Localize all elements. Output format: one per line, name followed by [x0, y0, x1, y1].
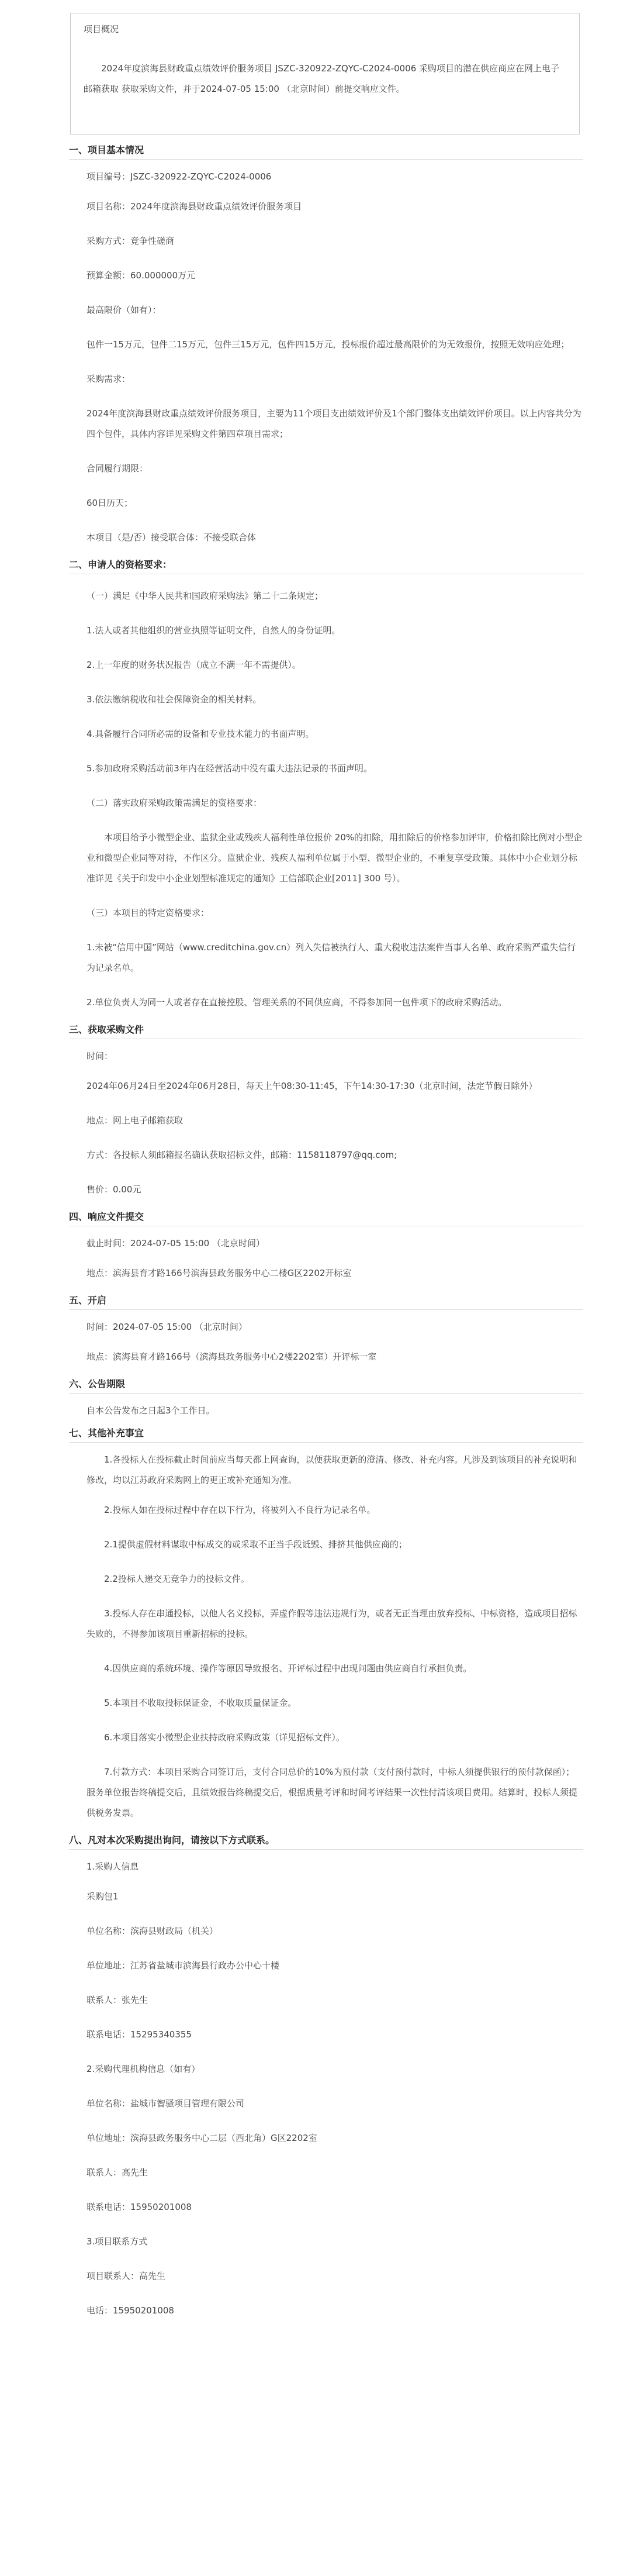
qualification-item: 2.单位负责人为同一人或者存在直接控股、管理关系的不同供应商，不得参加同一包件项下的政府采购活动。 — [86, 997, 507, 1008]
supplementary-item: 5.本项目不收取投标保证金，不收取质量保证金。 — [104, 1698, 297, 1708]
agent-heading: 2.采购代理机构信息（如有） — [86, 2064, 200, 2074]
section-title-opening: 五、开启 — [69, 1291, 583, 1310]
qualification-item: 本项目给予小微型企业、监狱企业或残疾人福利性单位报价 20%的扣除，用扣除后的价格参加评审，价格扣除比例对小型企业和微型企业同等对待，不作区分。监狱企业、残疾人福利单位属于小型、微型企业的，不重复享受政策。具体中小企业划分标准详见《关于印发中小企业划型标准规定的通知》工信部联企业[2011] 300 号）。 — [86, 832, 583, 884]
requirement-label: 采购需求： — [86, 374, 131, 384]
project-number: 项目编号：JSZC-320922-ZQYC-C2024-0006 — [86, 171, 272, 182]
requirement-text: 2024年度滨海县财政重点绩效评价服务项目，主要为11个项目支出绩效评价及1个部门整体支出绩效评价项目。以上内容共分为四个包件，具体内容详见采购文件第四章项目需求； — [86, 408, 581, 439]
obtain-way: 方式：各投标人须邮箱报名确认获取招标文件，邮箱：1158118797@qq.com; — [86, 1150, 397, 1160]
qualification-item: 5.参加政府采购活动前3年内在经营活动中没有重大违法记录的书面声明。 — [86, 763, 372, 774]
agent-contact: 联系人：高先生 — [86, 2167, 148, 2178]
qualification-item: 4.具备履行合同所必需的设备和专业技术能力的书面声明。 — [86, 729, 314, 739]
supplementary-item: 7.付款方式：本项目采购合同签订后，支付合同总价的10%为预付款（支付预付款时，中标人须提供银行的预付款保函）；服务单位报告终稿提交后，且绩效报告终稿提交后，根据质量考评和时间考评结果一次性付清该项目费用。结算时，投标人须提供税务发票。 — [86, 1767, 578, 1818]
obtain-place: 地点：网上电子邮箱获取 — [86, 1115, 183, 1126]
announcement-content — [69, 140, 583, 2328]
supplementary-item: 1.各投标人在投标截止时间前应当每天都上网查询，以便获取更新的澄清、修改、补充内容。凡涉及到该项目的补充说明和修改，均以江苏政府采购网上的更正或补充通知为准。 — [86, 1454, 577, 1485]
buyer-contact: 联系人：张先生 — [86, 1995, 148, 2005]
buyer-phone: 联系电话：15295340355 — [86, 2029, 192, 2040]
qualification-item: 1.法人或者其他组织的营业执照等证明文件，自然人的身份证明。 — [86, 625, 341, 636]
project-contact-person: 项目联系人：高先生 — [86, 2271, 166, 2281]
qualification-item: 2.上一年度的财务状况报告（成立不满一年不需提供）。 — [86, 660, 301, 670]
package-label: 采购包1 — [86, 1891, 119, 1902]
project-contact-phone: 电话：15950201008 — [86, 2305, 174, 2316]
notice-period-text: 自本公告发布之日起3个工作日。 — [86, 1405, 215, 1416]
qualification-item: 3.依法缴纳税收和社会保障资金的相关材料。 — [86, 694, 262, 705]
qualification-item: 1.未被“信用中国”网站（www.creditchina.gov.cn）列入失信被执行人、重大税收违法案件当事人名单、政府采购严重失信行为记录名单。 — [86, 942, 576, 973]
supplementary-item: 2.投标人如在投标过程中存在以下行为，将被列入不良行为记录名单。 — [104, 1505, 376, 1515]
supplementary-item: 6.本项目落实小微型企业扶持政府采购政策（详见招标文件）。 — [104, 1732, 345, 1743]
buyer-name: 单位名称：滨海县财政局（机关） — [86, 1926, 219, 1936]
obtain-time-label: 时间： — [86, 1051, 113, 1061]
obtain-price: 售价：0.00元 — [86, 1184, 141, 1195]
consortium-text: 本项目（是/否）接受联合体：不接受联合体 — [86, 532, 257, 543]
agent-address: 单位地址：滨海县政务服务中心二层（西北角）G区2202室 — [86, 2133, 317, 2143]
section-title-notice-period: 六、公告期限 — [69, 1374, 583, 1394]
section-title-qualification: 二、申请人的资格要求： — [69, 555, 583, 574]
section-title-submission: 四、响应文件提交 — [69, 1207, 583, 1226]
max-price-text: 包件一15万元，包件二15万元，包件三15万元，包件四15万元，投标报价超过最高限价的为无效报价，按照无效响应处理； — [86, 339, 570, 350]
qualification-item: （二）落实政府采购政策需满足的资格要求： — [86, 798, 262, 808]
procurement-method: 采购方式：竞争性磋商 — [86, 236, 175, 246]
section-title-supplementary: 七、其他补充事宜 — [69, 1423, 583, 1443]
submission-place: 地点：滨海县育才路166号滨海县政务服务中心二楼G区2202开标室 — [86, 1268, 352, 1278]
contract-period-label: 合同履行期限： — [86, 463, 148, 474]
supplementary-item: 2.2投标人递交无竞争力的投标文件。 — [104, 1574, 250, 1584]
section-title-basic-info: 一、项目基本情况 — [69, 140, 583, 160]
buyer-address: 单位地址：江苏省盐城市滨海县行政办公中心十楼 — [86, 1960, 280, 1971]
opening-place: 地点：滨海县育才路166号（滨海县政务服务中心2楼2202室）开评标一室 — [86, 1351, 377, 1362]
agent-name: 单位名称：盐城市智骚项目管理有限公司 — [86, 2098, 245, 2109]
supplementary-item: 3.投标人存在串通投标，以他人名义投标，弄虚作假等违法违规行为，或者无正当理由放弃投标、中标资格，造成项目招标失败的，不得参加该项目重新招标的投标。 — [86, 1608, 577, 1639]
opening-time: 时间：2024-07-05 15:00 （北京时间） — [86, 1322, 247, 1332]
qualification-item: （三）本项目的特定资格要求： — [86, 908, 210, 918]
supplementary-item: 4.因供应商的系统环境、操作等原因导致报名、开评标过程中出现问题由供应商自行承担负责。 — [104, 1663, 472, 1674]
project-contact-heading: 3.项目联系方式 — [86, 2236, 148, 2247]
submission-deadline: 截止时间：2024-07-05 15:00 （北京时间） — [86, 1238, 265, 1249]
section-title-contact: 八、凡对本次采购提出询问，请按以下方式联系。 — [69, 1830, 583, 1850]
buyer-heading: 1.采购人信息 — [86, 1861, 139, 1872]
project-overview-box — [70, 13, 580, 135]
budget-amount: 预算金额：60.000000万元 — [86, 270, 196, 281]
section-title-obtain-docs: 三、获取采购文件 — [69, 1020, 583, 1039]
qualification-item: （一）满足《中华人民共和国政府采购法》第二十二条规定； — [86, 591, 324, 601]
overview-text: 2024年度滨海县财政重点绩效评价服务项目 JSZC-320922-ZQYC-C2024-0006 采购项目的潜在供应商应在网上电子邮箱获取 获取采购文件，并于2024-07-05 15:00 （北京时间）前提交响应文件。 — [84, 63, 560, 94]
agent-phone: 联系电话：15950201008 — [86, 2202, 192, 2212]
supplementary-item: 2.1提供虚假材料谋取中标成交的或采取不正当手段诋毁、排挤其他供应商的； — [104, 1539, 407, 1550]
max-price-label: 最高限价（如有）： — [86, 305, 161, 315]
project-name: 项目名称：2024年度滨海县财政重点绩效评价服务项目 — [86, 201, 302, 212]
obtain-time: 2024年06月24日至2024年06月28日，每天上午08:30-11:45，下午14:30-17:30（北京时间，法定节假日除外） — [86, 1081, 538, 1091]
overview-title: 项目概况 — [84, 24, 119, 35]
contract-period-text: 60日历天； — [86, 498, 133, 508]
